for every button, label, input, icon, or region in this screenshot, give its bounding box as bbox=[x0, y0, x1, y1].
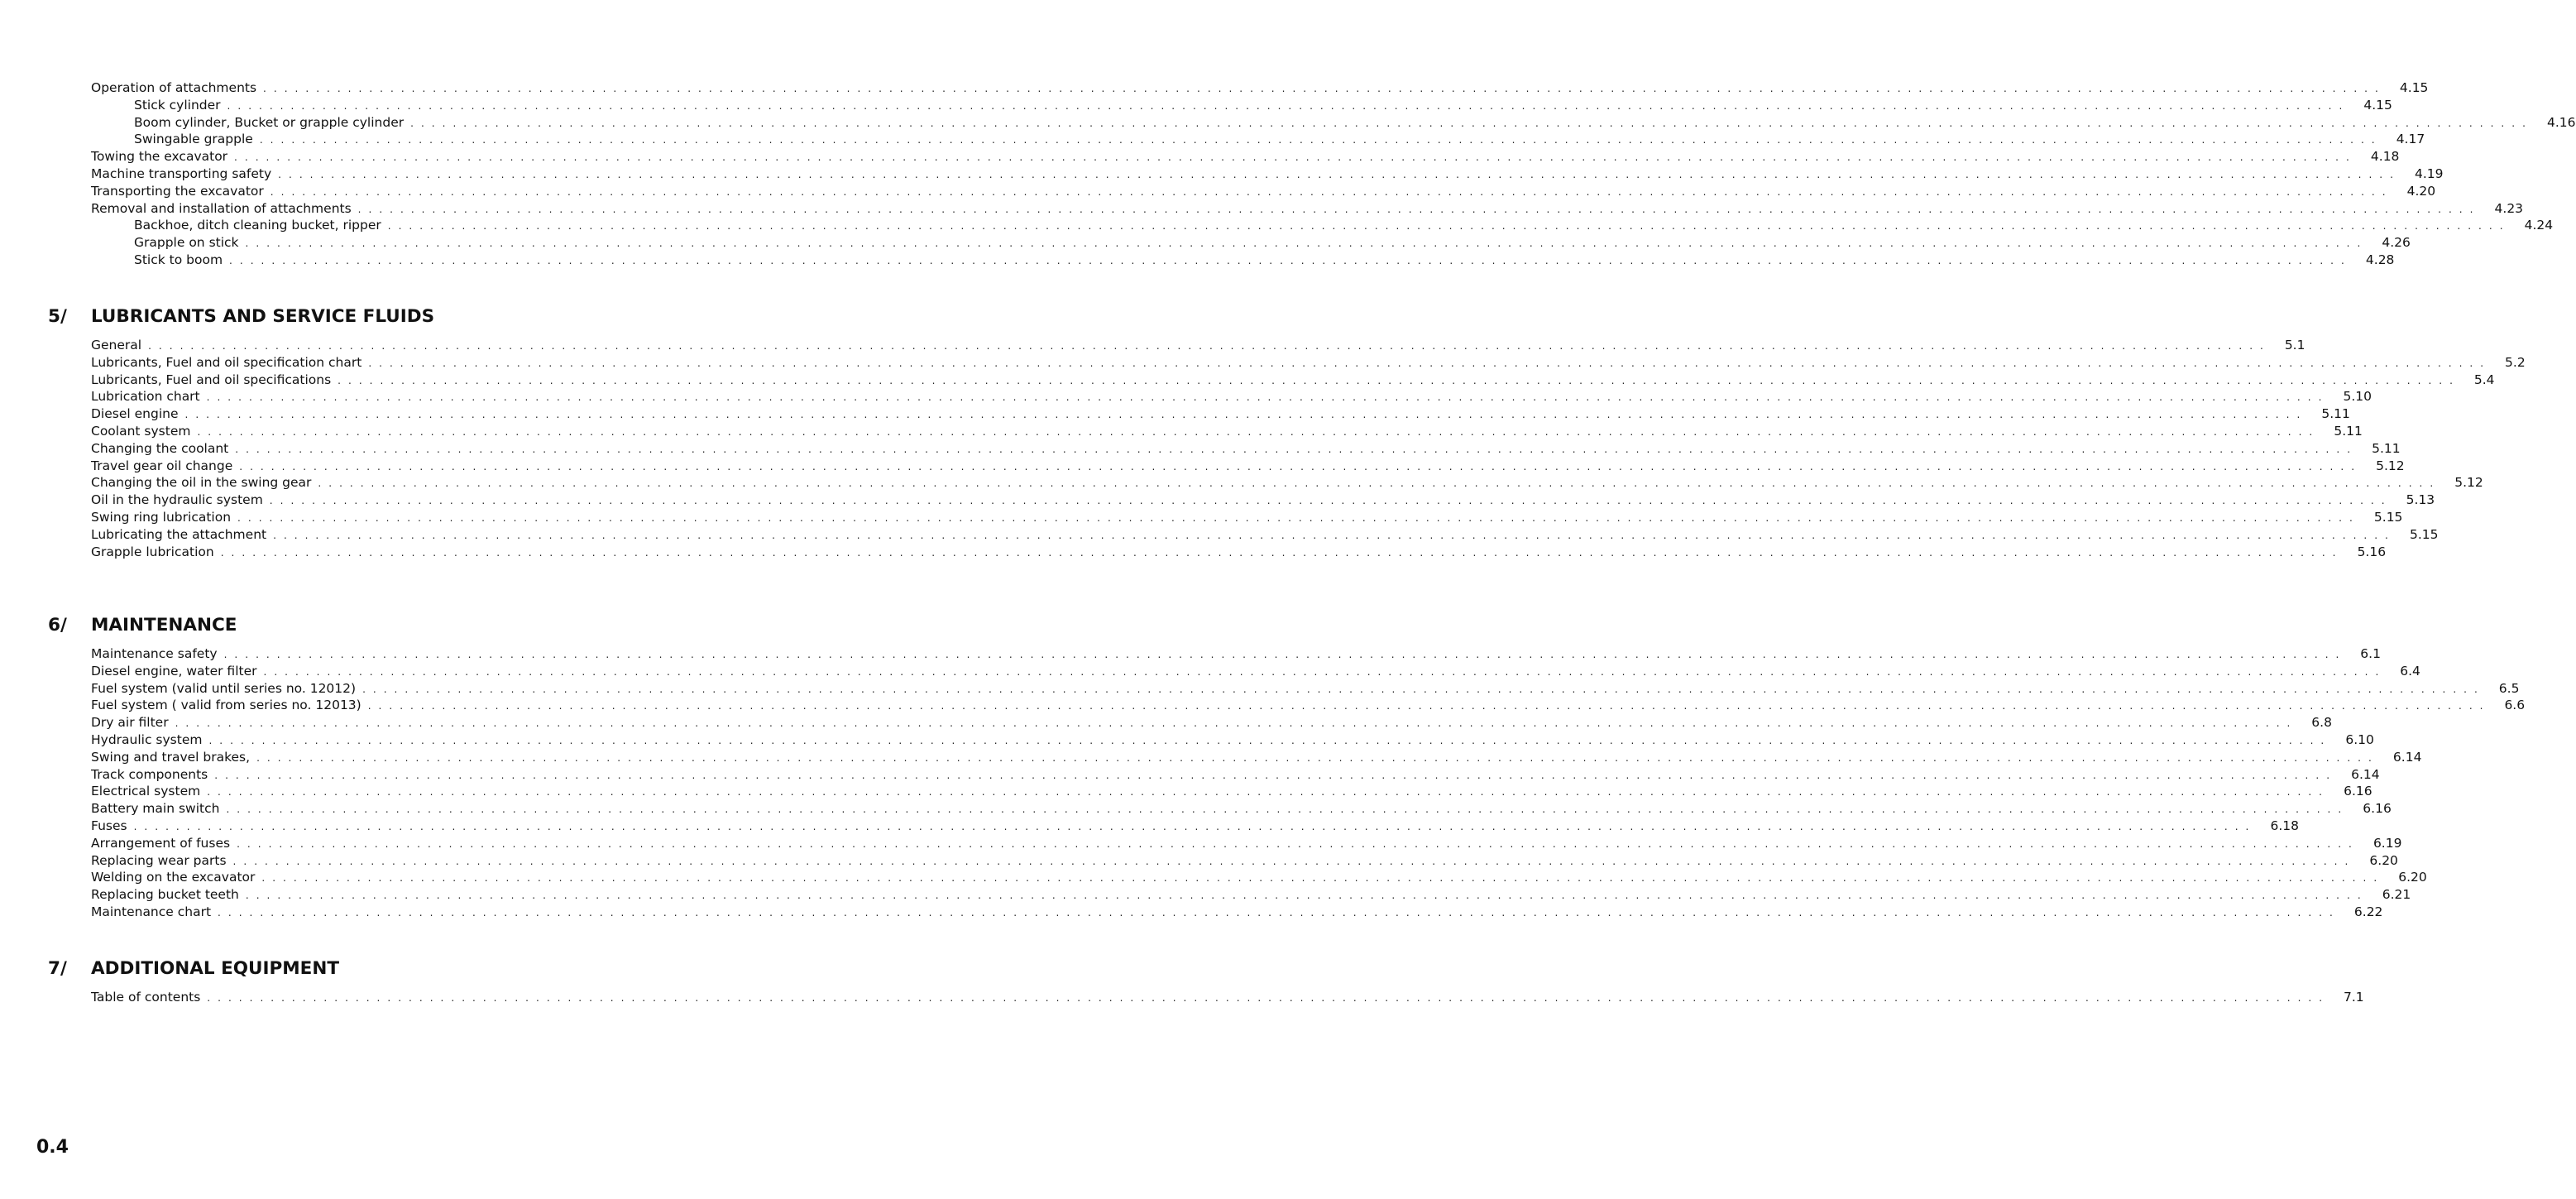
toc-entry bbox=[91, 989, 2364, 1006]
toc-entry-label: Transporting the excavator bbox=[91, 183, 271, 200]
toc-entry-page: 6.8 bbox=[2311, 715, 2332, 731]
toc-entry-label: Battery main switch bbox=[91, 800, 226, 818]
toc-entry-page: 5.11 bbox=[2372, 440, 2401, 456]
dot-leader: . . . . . . . . . . . . . . . . . . . . . . . . . . . . . . . . . . . . . . . . . . . . . . . . . . . . . . . . . . . . . . . . . . . . . . . . . . . . . . . . . . . . . . . . . . . . . . . . . . . . . . . . . . . . . . . . . . . . . . . . . . . . . . . . . . . . . . . . . . . . . . . . . . . . . . . . . . . . . . . . . . . . . . . . . . . . . . . . . . . . . . . . . . . . . . . . . . . . . . . . bbox=[357, 203, 2476, 215]
toc-entry-label: Changing the oil in the swing gear bbox=[91, 474, 318, 492]
toc-entry bbox=[91, 852, 2398, 870]
toc-entry-page: 6.20 bbox=[2369, 852, 2398, 868]
toc-entry-page: 4.19 bbox=[2415, 165, 2444, 181]
toc-entry-label: Table of contents bbox=[91, 989, 207, 1006]
toc-entry-label: Electrical system bbox=[91, 783, 207, 800]
toc-entry bbox=[91, 509, 2403, 526]
toc-continued-list bbox=[91, 79, 2576, 269]
dot-leader: . . . . . . . . . . . . . . . . . . . . . . . . . . . . . . . . . . . . . . . . . . . . . . . . . . . . . . . . . . . . . . . . . . . . . . . . . . . . . . . . . . . . . . . . . . . . . . . . . . . . . . . . . . . . . . . . . . . . . . . . . . . . . . . . . . . . . . . . . . . . . . . . . . . . . . . . . . . . . . . . . . . . . . . . . . . . . . . . . . . . . . . . . . . . . . . . . . . . . . . . bbox=[362, 683, 2480, 695]
toc-entry-page: 4.24 bbox=[2524, 218, 2554, 233]
toc-entry-page: 5.15 bbox=[2373, 509, 2403, 525]
toc-entry-label: Grapple on stick bbox=[134, 234, 246, 252]
toc-entry-page: 5.16 bbox=[2357, 544, 2387, 559]
section-number: 5/ bbox=[48, 306, 67, 327]
toc-entry-page: 5.11 bbox=[2321, 406, 2350, 422]
toc-entry-label: Lubricants, Fuel and oil specification chart bbox=[91, 354, 368, 372]
toc-entry-label: Fuel system ( valid from series no. 12013) bbox=[91, 697, 368, 714]
toc-entry-page: 5.12 bbox=[2454, 475, 2483, 491]
toc-entry bbox=[91, 252, 2395, 269]
toc-entry bbox=[91, 714, 2332, 731]
toc-entry-label: Removal and installation of attachments bbox=[91, 200, 358, 218]
dot-leader: . . . . . . . . . . . . . . . . . . . . . . . . . . . . . . . . . . . . . . . . . . . . . . . . . . . . . . . . . . . . . . . . . . . . . . . . . . . . . . . . . . . . . . . . . . . . . . . . . . . . . . . . . . . . . . . . . . . . . . . . . . . . . . . . . . . . . . . . . . . . . . . . . . . . . . . . . . . . . . . . . . . . . . . . . . . . . . . . . . . . . . . . . . . . . . . . . . . . . . . . bbox=[235, 443, 2353, 455]
toc-list-maintenance bbox=[91, 645, 2526, 921]
toc-entry-label: General bbox=[91, 337, 148, 354]
toc-entry-page: 5.2 bbox=[2505, 354, 2526, 370]
toc-entry bbox=[91, 544, 2387, 561]
toc-entry bbox=[91, 423, 2363, 440]
dot-leader: . . . . . . . . . . . . . . . . . . . . . . . . . . . . . . . . . . . . . . . . . . . . . . . . . . . . . . . . . . . . . . . . . . . . . . . . . . . . . . . . . . . . . . . . . . . . . . . . . . . . . . . . . . . . . . . . . . . . . . . . . . . . . . . . . . . . . . . . . . . . . . . . . . . . . . . . . . . . . . . . . . . . . . . . . . . . . . . . . . . . . . . . . . . . . . . . . . . . . . . . bbox=[207, 992, 2325, 1004]
toc-entry-label: Maintenance safety bbox=[91, 645, 224, 663]
toc-entry-page: 4.23 bbox=[2494, 200, 2524, 216]
section-title: LUBRICANTS AND SERVICE FLUIDS bbox=[91, 306, 435, 327]
toc-entry-label: Track components bbox=[91, 766, 214, 784]
toc-entry-label: Lubrication chart bbox=[91, 388, 207, 405]
dot-leader: . . . . . . . . . . . . . . . . . . . . . . . . . . . . . . . . . . . . . . . . . . . . . . . . . . . . . . . . . . . . . . . . . . . . . . . . . . . . . . . . . . . . . . . . . . . . . . . . . . . . . . . . . . . . . . . . . . . . . . . . . . . . . . . . . . . . . . . . . . . . . . . . . . . . . . . . . . . . . . . . . . . . . . . . . . . . . . . . . . . . . . . . . . . . . . . . . . . . . . . . bbox=[227, 99, 2344, 112]
toc-entry bbox=[91, 97, 2392, 114]
dot-leader: . . . . . . . . . . . . . . . . . . . . . . . . . . . . . . . . . . . . . . . . . . . . . . . . . . . . . . . . . . . . . . . . . . . . . . . . . . . . . . . . . . . . . . . . . . . . . . . . . . . . . . . . . . . . . . . . . . . . . . . . . . . . . . . . . . . . . . . . . . . . . . . . . . . . . . . . . . . . . . . . . . . . . . . . . . . . . . . . . . . . . . . . . . . . . . . . . . . . . . . . bbox=[256, 751, 2374, 764]
toc-entry bbox=[91, 114, 2576, 132]
toc-entry-page: 6.4 bbox=[2400, 663, 2420, 679]
toc-entry-page: 6.6 bbox=[2504, 698, 2526, 713]
toc-entry bbox=[91, 663, 2420, 680]
toc-entry-page: 4.16 bbox=[2546, 114, 2576, 130]
page-number: 0.4 bbox=[36, 1137, 69, 1158]
dot-leader: . . . . . . . . . . . . . . . . . . . . . . . . . . . . . . . . . . . . . . . . . . . . . . . . . . . . . . . . . . . . . . . . . . . . . . . . . . . . . . . . . . . . . . . . . . . . . . . . . . . . . . . . . . . . . . . . . . . . . . . . . . . . . . . . . . . . . . . . . . . . . . . . . . . . . . . . . . . . . . . . . . . . . . . . . . . . . . . . . . . . . . . . . . . . . . . . . . . . . . . . bbox=[245, 890, 2363, 902]
toc-list-lubricants bbox=[91, 337, 2526, 560]
dot-leader: . . . . . . . . . . . . . . . . . . . . . . . . . . . . . . . . . . . . . . . . . . . . . . . . . . . . . . . . . . . . . . . . . . . . . . . . . . . . . . . . . . . . . . . . . . . . . . . . . . . . . . . . . . . . . . . . . . . . . . . . . . . . . . . . . . . . . . . . . . . . . . . . . . . . . . . . . . . . . . . . . . . . . . . . . . . . . . . . . . . . . . . . . . . . . . . . . . . . . . . . bbox=[184, 409, 2302, 421]
dot-leader: . . . . . . . . . . . . . . . . . . . . . . . . . . . . . . . . . . . . . . . . . . . . . . . . . . . . . . . . . . . . . . . . . . . . . . . . . . . . . . . . . . . . . . . . . . . . . . . . . . . . . . . . . . . . . . . . . . . . . . . . . . . . . . . . . . . . . . . . . . . . . . . . . . . . . . . . . . . . . . . . . . . . . . . . . . . . . . . . . . . . . . . . . . . . . . . . . . . . . . . . bbox=[237, 511, 2355, 524]
toc-entry bbox=[91, 818, 2299, 835]
toc-entry-label: Maintenance chart bbox=[91, 904, 218, 921]
dot-leader: . . . . . . . . . . . . . . . . . . . . . . . . . . . . . . . . . . . . . . . . . . . . . . . . . . . . . . . . . . . . . . . . . . . . . . . . . . . . . . . . . . . . . . . . . . . . . . . . . . . . . . . . . . . . . . . . . . . . . . . . . . . . . . . . . . . . . . . . . . . . . . . . . . . . . . . . . . . . . . . . . . . . . . . . . . . . . . . . . . . . . . . . . . . . . . . . . . . . . . . . bbox=[214, 769, 2332, 781]
dot-leader: . . . . . . . . . . . . . . . . . . . . . . . . . . . . . . . . . . . . . . . . . . . . . . . . . . . . . . . . . . . . . . . . . . . . . . . . . . . . . . . . . . . . . . . . . . . . . . . . . . . . . . . . . . . . . . . . . . . . . . . . . . . . . . . . . . . . . . . . . . . . . . . . . . . . . . . . . . . . . . . . . . . . . . . . . . . . . . . . . . . . . . . . . . . . . . . . . . . . . . . . bbox=[232, 855, 2350, 867]
toc-entry-page: 6.21 bbox=[2382, 887, 2411, 903]
toc-entry-label: Boom cylinder, Bucket or grapple cylinder bbox=[134, 114, 410, 132]
dot-leader: . . . . . . . . . . . . . . . . . . . . . . . . . . . . . . . . . . . . . . . . . . . . . . . . . . . . . . . . . . . . . . . . . . . . . . . . . . . . . . . . . . . . . . . . . . . . . . . . . . . . . . . . . . . . . . . . . . . . . . . . . . . . . . . . . . . . . . . . . . . . . . . . . . . . . . . . . . . . . . . . . . . . . . . . . . . . . . . . . . . . . . . . . . . . . . . . . . . . . . . . bbox=[220, 546, 2339, 559]
toc-entry-label: Diesel engine, water filter bbox=[91, 663, 264, 680]
dot-leader: . . . . . . . . . . . . . . . . . . . . . . . . . . . . . . . . . . . . . . . . . . . . . . . . . . . . . . . . . . . . . . . . . . . . . . . . . . . . . . . . . . . . . . . . . . . . . . . . . . . . . . . . . . . . . . . . . . . . . . . . . . . . . . . . . . . . . . . . . . . . . . . . . . . . . . . . . . . . . . . . . . . . . . . . . . . . . . . . . . . . . . . . . . . . . . . . . . . . . . . . bbox=[226, 803, 2344, 816]
toc-entry-label: Changing the coolant bbox=[91, 440, 235, 458]
toc-entry-label: Machine transporting safety bbox=[91, 165, 278, 183]
dot-leader: . . . . . . . . . . . . . . . . . . . . . . . . . . . . . . . . . . . . . . . . . . . . . . . . . . . . . . . . . . . . . . . . . . . . . . . . . . . . . . . . . . . . . . . . . . . . . . . . . . . . . . . . . . . . . . . . . . . . . . . . . . . . . . . . . . . . . . . . . . . . . . . . . . . . . . . . . . . . . . . . . . . . . . . . . . . . . . . . . . . . . . . . . . . . . . . . . . . . . . . . bbox=[245, 237, 2363, 250]
dot-leader: . . . . . . . . . . . . . . . . . . . . . . . . . . . . . . . . . . . . . . . . . . . . . . . . . . . . . . . . . . . . . . . . . . . . . . . . . . . . . . . . . . . . . . . . . . . . . . . . . . . . . . . . . . . . . . . . . . . . . . . . . . . . . . . . . . . . . . . . . . . . . . . . . . . . . . . . . . . . . . . . . . . . . . . . . . . . . . . . . . . . . . . . . . . . . . . . . . . . . . . . bbox=[239, 460, 2357, 472]
toc-entry-page: 6.14 bbox=[2392, 749, 2422, 765]
toc-entry-label: Coolant system bbox=[91, 423, 197, 440]
toc-entry-page: 5.11 bbox=[2334, 423, 2363, 439]
toc-entry-label: Operation of attachments bbox=[91, 79, 263, 97]
toc-entry-page: 6.1 bbox=[2360, 646, 2381, 661]
dot-leader: . . . . . . . . . . . . . . . . . . . . . . . . . . . . . . . . . . . . . . . . . . . . . . . . . . . . . . . . . . . . . . . . . . . . . . . . . . . . . . . . . . . . . . . . . . . . . . . . . . . . . . . . . . . . . . . . . . . . . . . . . . . . . . . . . . . . . . . . . . . . . . . . . . . . . . . . . . . . . . . . . . . . . . . . . . . . . . . . . . . . . . . . . . . . . . . . . . . . . . . . bbox=[368, 357, 2486, 369]
section-number: 7/ bbox=[48, 958, 67, 979]
toc-entry-label: Stick to boom bbox=[134, 252, 229, 269]
toc-entry-label: Fuel system (valid until series no. 12012) bbox=[91, 680, 362, 698]
toc-entry-page: 6.14 bbox=[2351, 766, 2380, 782]
toc-entry-label: Replacing wear parts bbox=[91, 852, 233, 870]
dot-leader: . . . . . . . . . . . . . . . . . . . . . . . . . . . . . . . . . . . . . . . . . . . . . . . . . . . . . . . . . . . . . . . . . . . . . . . . . . . . . . . . . . . . . . . . . . . . . . . . . . . . . . . . . . . . . . . . . . . . . . . . . . . . . . . . . . . . . . . . . . . . . . . . . . . . . . . . . . . . . . . . . . . . . . . . . . . . . . . . . . . . . . . . . . . . . . . . . . . . . . . . bbox=[208, 734, 2326, 746]
dot-leader: . . . . . . . . . . . . . . . . . . . . . . . . . . . . . . . . . . . . . . . . . . . . . . . . . . . . . . . . . . . . . . . . . . . . . . . . . . . . . . . . . . . . . . . . . . . . . . . . . . . . . . . . . . . . . . . . . . . . . . . . . . . . . . . . . . . . . . . . . . . . . . . . . . . . . . . . . . . . . . . . . . . . . . . . . . . . . . . . . . . . . . . . . . . . . . . . . . . . . . . . bbox=[367, 700, 2486, 712]
toc-entry bbox=[91, 800, 2392, 818]
section-number: 6/ bbox=[48, 615, 67, 635]
toc-entry bbox=[91, 904, 2383, 921]
toc-entry-label: Hydraulic system bbox=[91, 731, 208, 749]
toc-entry bbox=[91, 131, 2425, 148]
dot-leader: . . . . . . . . . . . . . . . . . . . . . . . . . . . . . . . . . . . . . . . . . . . . . . . . . . . . . . . . . . . . . . . . . . . . . . . . . . . . . . . . . . . . . . . . . . . . . . . . . . . . . . . . . . . . . . . . . . . . . . . . . . . . . . . . . . . . . . . . . . . . . . . . . . . . . . . . . . . . . . . . . . . . . . . . . . . . . . . . . . . . . . . . . . . . . . . . . . . . . . . . bbox=[218, 906, 2335, 918]
dot-leader: . . . . . . . . . . . . . . . . . . . . . . . . . . . . . . . . . . . . . . . . . . . . . . . . . . . . . . . . . . . . . . . . . . . . . . . . . . . . . . . . . . . . . . . . . . . . . . . . . . . . . . . . . . . . . . . . . . . . . . . . . . . . . . . . . . . . . . . . . . . . . . . . . . . . . . . . . . . . . . . . . . . . . . . . . . . . . . . . . . . . . . . . . . . . . . . . . . . . . . . . bbox=[387, 220, 2506, 233]
dot-leader: . . . . . . . . . . . . . . . . . . . . . . . . . . . . . . . . . . . . . . . . . . . . . . . . . . . . . . . . . . . . . . . . . . . . . . . . . . . . . . . . . . . . . . . . . . . . . . . . . . . . . . . . . . . . . . . . . . . . . . . . . . . . . . . . . . . . . . . . . . . . . . . . . . . . . . . . . . . . . . . . . . . . . . . . . . . . . . . . . . . . . . . . . . . . . . . . . . . . . . . . bbox=[270, 185, 2388, 198]
dot-leader: . . . . . . . . . . . . . . . . . . . . . . . . . . . . . . . . . . . . . . . . . . . . . . . . . . . . . . . . . . . . . . . . . . . . . . . . . . . . . . . . . . . . . . . . . . . . . . . . . . . . . . . . . . . . . . . . . . . . . . . . . . . . . . . . . . . . . . . . . . . . . . . . . . . . . . . . . . . . . . . . . . . . . . . . . . . . . . . . . . . . . . . . . . . . . . . . . . . . . . . . bbox=[269, 495, 2387, 507]
toc-entry-page: 6.5 bbox=[2498, 680, 2520, 696]
dot-leader: . . . . . . . . . . . . . . . . . . . . . . . . . . . . . . . . . . . . . . . . . . . . . . . . . . . . . . . . . . . . . . . . . . . . . . . . . . . . . . . . . . . . . . . . . . . . . . . . . . . . . . . . . . . . . . . . . . . . . . . . . . . . . . . . . . . . . . . . . . . . . . . . . . . . . . . . . . . . . . . . . . . . . . . . . . . . . . . . . . . . . . . . . . . . . . . . . . . . . . . . bbox=[229, 254, 2347, 266]
dot-leader: . . . . . . . . . . . . . . . . . . . . . . . . . . . . . . . . . . . . . . . . . . . . . . . . . . . . . . . . . . . . . . . . . . . . . . . . . . . . . . . . . . . . . . . . . . . . . . . . . . . . . . . . . . . . . . . . . . . . . . . . . . . . . . . . . . . . . . . . . . . . . . . . . . . . . . . . . . . . . . . . . . . . . . . . . . . . . . . . . . . . . . . . . . . . . . . . . . . . . . . . bbox=[261, 872, 2379, 885]
toc-entry bbox=[91, 474, 2483, 492]
dot-leader: . . . . . . . . . . . . . . . . . . . . . . . . . . . . . . . . . . . . . . . . . . . . . . . . . . . . . . . . . . . . . . . . . . . . . . . . . . . . . . . . . . . . . . . . . . . . . . . . . . . . . . . . . . . . . . . . . . . . . . . . . . . . . . . . . . . . . . . . . . . . . . . . . . . . . . . . . . . . . . . . . . . . . . . . . . . . . . . . . . . . . . . . . . . . . . . . . . . . . . . . bbox=[148, 340, 2266, 352]
dot-leader: . . . . . . . . . . . . . . . . . . . . . . . . . . . . . . . . . . . . . . . . . . . . . . . . . . . . . . . . . . . . . . . . . . . . . . . . . . . . . . . . . . . . . . . . . . . . . . . . . . . . . . . . . . . . . . . . . . . . . . . . . . . . . . . . . . . . . . . . . . . . . . . . . . . . . . . . . . . . . . . . . . . . . . . . . . . . . . . . . . . . . . . . . . . . . . . . . . . . . . . . bbox=[263, 665, 2381, 678]
toc-entry-page: 6.16 bbox=[2344, 784, 2373, 799]
toc-list-additional-equipment bbox=[91, 989, 2364, 1006]
toc-entry-page: 4.18 bbox=[2370, 149, 2400, 165]
dot-leader: . . . . . . . . . . . . . . . . . . . . . . . . . . . . . . . . . . . . . . . . . . . . . . . . . . . . . . . . . . . . . . . . . . . . . . . . . . . . . . . . . . . . . . . . . . . . . . . . . . . . . . . . . . . . . . . . . . . . . . . . . . . . . . . . . . . . . . . . . . . . . . . . . . . . . . . . . . . . . . . . . . . . . . . . . . . . . . . . . . . . . . . . . . . . . . . . . . . . . . . . bbox=[207, 786, 2325, 799]
toc-entry bbox=[91, 440, 2401, 458]
dot-leader: . . . . . . . . . . . . . . . . . . . . . . . . . . . . . . . . . . . . . . . . . . . . . . . . . . . . . . . . . . . . . . . . . . . . . . . . . . . . . . . . . . . . . . . . . . . . . . . . . . . . . . . . . . . . . . . . . . . . . . . . . . . . . . . . . . . . . . . . . . . . . . . . . . . . . . . . . . . . . . . . . . . . . . . . . . . . . . . . . . . . . . . . . . . . . . . . . . . . . . . . bbox=[318, 477, 2435, 490]
toc-entry-page: 4.15 bbox=[2363, 97, 2392, 113]
toc-entry-label: Welding on the excavator bbox=[91, 869, 261, 886]
toc-entry-label: Swing ring lubrication bbox=[91, 509, 237, 526]
toc-entry bbox=[91, 526, 2439, 544]
dot-leader: . . . . . . . . . . . . . . . . . . . . . . . . . . . . . . . . . . . . . . . . . . . . . . . . . . . . . . . . . . . . . . . . . . . . . . . . . . . . . . . . . . . . . . . . . . . . . . . . . . . . . . . . . . . . . . . . . . . . . . . . . . . . . . . . . . . . . . . . . . . . . . . . . . . . . . . . . . . . . . . . . . . . . . . . . . . . . . . . . . . . . . . . . . . . . . . . . . . . . . . . bbox=[237, 837, 2354, 850]
dot-leader: . . . . . . . . . . . . . . . . . . . . . . . . . . . . . . . . . . . . . . . . . . . . . . . . . . . . . . . . . . . . . . . . . . . . . . . . . . . . . . . . . . . . . . . . . . . . . . . . . . . . . . . . . . . . . . . . . . . . . . . . . . . . . . . . . . . . . . . . . . . . . . . . . . . . . . . . . . . . . . . . . . . . . . . . . . . . . . . . . . . . . . . . . . . . . . . . . . . . . . . . bbox=[206, 391, 2325, 404]
toc-entry-label: Lubricants, Fuel and oil specifications bbox=[91, 372, 338, 389]
toc-entry bbox=[91, 79, 2429, 97]
toc-entry bbox=[91, 405, 2350, 423]
toc-entry-page: 6.16 bbox=[2363, 801, 2392, 817]
toc-entry-label: Diesel engine bbox=[91, 405, 185, 423]
toc-entry bbox=[91, 148, 2400, 165]
toc-entry bbox=[91, 749, 2422, 766]
toc-entry bbox=[91, 835, 2402, 852]
toc-entry bbox=[91, 234, 2411, 252]
toc-entry bbox=[91, 783, 2373, 800]
dot-leader: . . . . . . . . . . . . . . . . . . . . . . . . . . . . . . . . . . . . . . . . . . . . . . . . . . . . . . . . . . . . . . . . . . . . . . . . . . . . . . . . . . . . . . . . . . . . . . . . . . . . . . . . . . . . . . . . . . . . . . . . . . . . . . . . . . . . . . . . . . . . . . . . . . . . . . . . . . . . . . . . . . . . . . . . . . . . . . . . . . . . . . . . . . . . . . . . . . . . . . . . bbox=[133, 820, 2251, 832]
toc-entry bbox=[91, 372, 2495, 389]
toc-entry bbox=[91, 165, 2444, 183]
toc-entry-page: 6.20 bbox=[2398, 870, 2427, 885]
section-title: ADDITIONAL EQUIPMENT bbox=[91, 958, 340, 979]
dot-leader: . . . . . . . . . . . . . . . . . . . . . . . . . . . . . . . . . . . . . . . . . . . . . . . . . . . . . . . . . . . . . . . . . . . . . . . . . . . . . . . . . . . . . . . . . . . . . . . . . . . . . . . . . . . . . . . . . . . . . . . . . . . . . . . . . . . . . . . . . . . . . . . . . . . . . . . . . . . . . . . . . . . . . . . . . . . . . . . . . . . . . . . . . . . . . . . . . . . . . . . . bbox=[338, 374, 2455, 386]
dot-leader: . . . . . . . . . . . . . . . . . . . . . . . . . . . . . . . . . . . . . . . . . . . . . . . . . . . . . . . . . . . . . . . . . . . . . . . . . . . . . . . . . . . . . . . . . . . . . . . . . . . . . . . . . . . . . . . . . . . . . . . . . . . . . . . . . . . . . . . . . . . . . . . . . . . . . . . . . . . . . . . . . . . . . . . . . . . . . . . . . . . . . . . . . . . . . . . . . . . . . . . . bbox=[175, 717, 2292, 730]
toc-entry-page: 6.18 bbox=[2270, 818, 2299, 833]
toc-entry bbox=[91, 217, 2554, 234]
toc-entry-label: Arrangement of fuses bbox=[91, 835, 237, 852]
toc-entry-label: Lubricating the attachment bbox=[91, 526, 273, 544]
toc-entry-page: 7.1 bbox=[2344, 990, 2364, 1005]
toc-entry-page: 5.4 bbox=[2473, 372, 2495, 387]
toc-entry-label: Swingable grapple bbox=[134, 131, 260, 148]
toc-entry bbox=[91, 869, 2427, 886]
toc-entry-label: Replacing bucket teeth bbox=[91, 886, 246, 904]
toc-entry-label: Dry air filter bbox=[91, 714, 175, 731]
toc-entry-page: 6.19 bbox=[2373, 835, 2402, 851]
dot-leader: . . . . . . . . . . . . . . . . . . . . . . . . . . . . . . . . . . . . . . . . . . . . . . . . . . . . . . . . . . . . . . . . . . . . . . . . . . . . . . . . . . . . . . . . . . . . . . . . . . . . . . . . . . . . . . . . . . . . . . . . . . . . . . . . . . . . . . . . . . . . . . . . . . . . . . . . . . . . . . . . . . . . . . . . . . . . . . . . . . . . . . . . . . . . . . . . . . . . . . . . bbox=[223, 649, 2341, 660]
toc-entry-page: 4.28 bbox=[2365, 252, 2395, 267]
toc-entry bbox=[91, 886, 2411, 904]
toc-entry-label: Backhoe, ditch cleaning bucket, ripper bbox=[134, 217, 388, 234]
toc-entry-label: Stick cylinder bbox=[134, 97, 227, 114]
toc-entry bbox=[91, 337, 2305, 354]
toc-entry bbox=[91, 388, 2373, 405]
toc-entry bbox=[91, 645, 2381, 663]
dot-leader: . . . . . . . . . . . . . . . . . . . . . . . . . . . . . . . . . . . . . . . . . . . . . . . . . . . . . . . . . . . . . . . . . . . . . . . . . . . . . . . . . . . . . . . . . . . . . . . . . . . . . . . . . . . . . . . . . . . . . . . . . . . . . . . . . . . . . . . . . . . . . . . . . . . . . . . . . . . . . . . . . . . . . . . . . . . . . . . . . . . . . . . . . . . . . . . . . . . . . . . . bbox=[410, 117, 2528, 129]
toc-entry-label: Grapple lubrication bbox=[91, 544, 221, 561]
section-title: MAINTENANCE bbox=[91, 615, 237, 635]
dot-leader: . . . . . . . . . . . . . . . . . . . . . . . . . . . . . . . . . . . . . . . . . . . . . . . . . . . . . . . . . . . . . . . . . . . . . . . . . . . . . . . . . . . . . . . . . . . . . . . . . . . . . . . . . . . . . . . . . . . . . . . . . . . . . . . . . . . . . . . . . . . . . . . . . . . . . . . . . . . . . . . . . . . . . . . . . . . . . . . . . . . . . . . . . . . . . . . . . . . . . . . . bbox=[234, 151, 2352, 164]
toc-entry-page: 5.13 bbox=[2406, 492, 2435, 508]
toc-entry-label: Travel gear oil change bbox=[91, 458, 239, 475]
toc-entry-page: 5.12 bbox=[2376, 458, 2405, 473]
toc-entry bbox=[91, 697, 2526, 714]
toc-entry bbox=[91, 354, 2526, 372]
toc-entry bbox=[91, 731, 2374, 749]
toc-entry bbox=[91, 458, 2405, 475]
toc-entry bbox=[91, 680, 2520, 698]
toc-entry bbox=[91, 183, 2436, 200]
toc-entry-page: 4.20 bbox=[2406, 183, 2436, 199]
dot-leader: . . . . . . . . . . . . . . . . . . . . . . . . . . . . . . . . . . . . . . . . . . . . . . . . . . . . . . . . . . . . . . . . . . . . . . . . . . . . . . . . . . . . . . . . . . . . . . . . . . . . . . . . . . . . . . . . . . . . . . . . . . . . . . . . . . . . . . . . . . . . . . . . . . . . . . . . . . . . . . . . . . . . . . . . . . . . . . . . . . . . . . . . . . . . . . . . . . . . . . . . bbox=[263, 83, 2381, 94]
toc-entry-page: 4.15 bbox=[2399, 80, 2429, 95]
toc-entry bbox=[91, 200, 2524, 218]
toc-entry-page: 6.22 bbox=[2353, 904, 2383, 919]
dot-leader: . . . . . . . . . . . . . . . . . . . . . . . . . . . . . . . . . . . . . . . . . . . . . . . . . . . . . . . . . . . . . . . . . . . . . . . . . . . . . . . . . . . . . . . . . . . . . . . . . . . . . . . . . . . . . . . . . . . . . . . . . . . . . . . . . . . . . . . . . . . . . . . . . . . . . . . . . . . . . . . . . . . . . . . . . . . . . . . . . . . . . . . . . . . . . . . . . . . . . . . . bbox=[197, 425, 2315, 438]
toc-entry-label: Fuses bbox=[91, 818, 134, 835]
toc-entry-page: 5.15 bbox=[2409, 526, 2439, 542]
toc-entry-label: Towing the excavator bbox=[91, 148, 234, 165]
toc-entry-page: 5.1 bbox=[2284, 338, 2305, 353]
toc-entry-label: Oil in the hydraulic system bbox=[91, 492, 270, 509]
dot-leader: . . . . . . . . . . . . . . . . . . . . . . . . . . . . . . . . . . . . . . . . . . . . . . . . . . . . . . . . . . . . . . . . . . . . . . . . . . . . . . . . . . . . . . . . . . . . . . . . . . . . . . . . . . . . . . . . . . . . . . . . . . . . . . . . . . . . . . . . . . . . . . . . . . . . . . . . . . . . . . . . . . . . . . . . . . . . . . . . . . . . . . . . . . . . . . . . . . . . . . . . bbox=[273, 529, 2391, 541]
dot-leader: . . . . . . . . . . . . . . . . . . . . . . . . . . . . . . . . . . . . . . . . . . . . . . . . . . . . . . . . . . . . . . . . . . . . . . . . . . . . . . . . . . . . . . . . . . . . . . . . . . . . . . . . . . . . . . . . . . . . . . . . . . . . . . . . . . . . . . . . . . . . . . . . . . . . . . . . . . . . . . . . . . . . . . . . . . . . . . . . . . . . . . . . . . . . . . . . . . . . . . . . bbox=[259, 134, 2377, 146]
toc-entry bbox=[91, 492, 2435, 509]
toc-entry-page: 6.10 bbox=[2345, 731, 2374, 747]
toc-entry bbox=[91, 766, 2380, 784]
toc-entry-label: Swing and travel brakes, bbox=[91, 749, 256, 766]
dot-leader: . . . . . . . . . . . . . . . . . . . . . . . . . . . . . . . . . . . . . . . . . . . . . . . . . . . . . . . . . . . . . . . . . . . . . . . . . . . . . . . . . . . . . . . . . . . . . . . . . . . . . . . . . . . . . . . . . . . . . . . . . . . . . . . . . . . . . . . . . . . . . . . . . . . . . . . . . . . . . . . . . . . . . . . . . . . . . . . . . . . . . . . . . . . . . . . . . . . . . . . . bbox=[278, 168, 2396, 180]
toc-entry-page: 4.26 bbox=[2382, 235, 2411, 251]
toc-entry-page: 5.10 bbox=[2343, 389, 2373, 405]
toc-entry-page: 4.17 bbox=[2396, 132, 2425, 147]
